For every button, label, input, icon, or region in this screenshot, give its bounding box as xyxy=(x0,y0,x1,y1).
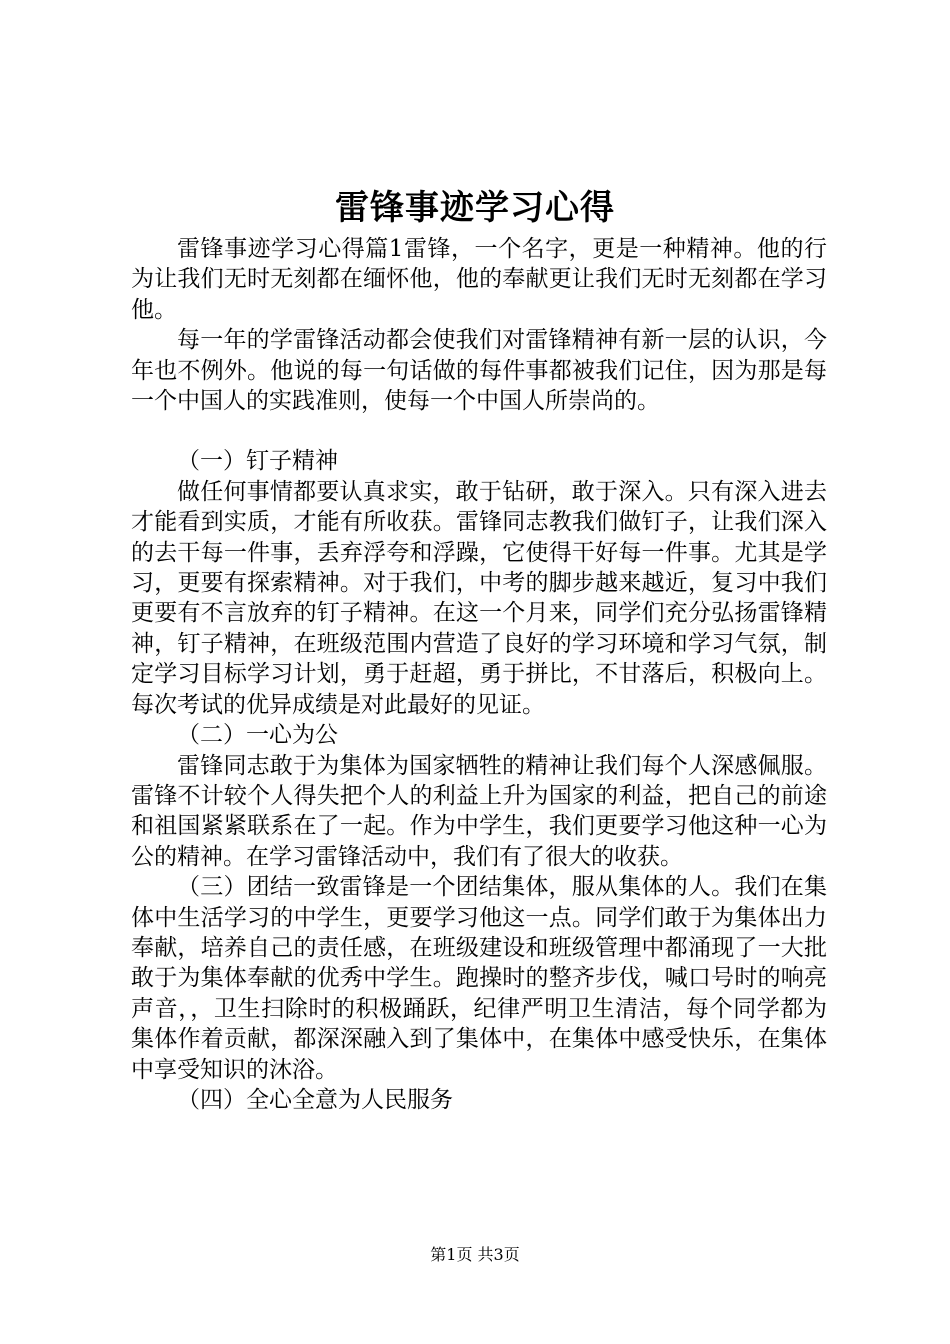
paragraph-selfless: 雷锋同志敢于为集体为国家牺牲的精神让我们每个人深感佩服。雷锋不计较个人得失把个人的利益上升为国家的利益，把自己的前途和祖国紧紧联系在了一起。作为中学生，我们更要学习他这种一心为公的精神。在学习雷锋活动中，我们有了很大的收获。 xyxy=(131,752,827,870)
paragraph-annual-activity: 每一年的学雷锋活动都会使我们对雷锋精神有新一层的认识，今年也不例外。他说的每一句话做的每件事都被我们记住，因为那是每一个中国人的实践准则，使每一个中国人所崇尚的。 xyxy=(131,327,827,415)
document-title: 雷锋事迹学习心得 xyxy=(335,188,615,228)
section-heading-4: （四）全心全意为人民服务 xyxy=(177,1086,453,1113)
section-heading-1: （一）钉子精神 xyxy=(177,448,338,475)
paragraph-gap xyxy=(131,416,827,446)
page-footer: 第1页 共3页 xyxy=(430,1245,520,1264)
paragraph-unity: （三）团结一致雷锋是一个团结集体，服从集体的人。我们在集体中生活学习的中学生，更要学习他这一点。同学们敢于为集体出力奉献，培养自己的责任感，在班级建设和班级管理中都涌现了一大批敢于为集体奉献的优秀中学生。跑操时的整齐步伐，喊口号时的响亮声音，，卫生扫除时的积极踊跃，纪律严明卫生清洁，每个同学都为集体作着贡献，都深深融入到了集体中，在集体中感受快乐，在集体中享受知识的沐浴。 xyxy=(131,874,827,1083)
paragraph-nail-spirit: 做任何事情都要认真求实，敢于钻研，敢于深入。只有深入进去才能看到实质，才能有所收获。雷锋同志教我们做钉子，让我们深入的去干每一件事，丢弃浮夸和浮躁，它使得干好每一件事。尤其是学习，更要有探索精神。对于我们，中考的脚步越来越近，复习中我们更要有不言放弃的钉子精神。在这一个月来，同学们充分弘扬雷锋精神，钉子精神，在班级范围内营造了良好的学习环境和学习气氛，制定学习目标学习计划，勇于赶超，勇于拼比，不甘落后，积极向上。每次考试的优异成绩是对此最好的见证。 xyxy=(131,478,827,718)
paragraph-intro: 雷锋事迹学习心得篇1雷锋，一个名字，更是一种精神。他的行为让我们无时无刻都在缅怀他，他的奉献更让我们无时无刻都在学习他。 xyxy=(131,236,827,323)
document-body xyxy=(131,234,827,1115)
section-heading-2: （二）一心为公 xyxy=(177,722,338,749)
